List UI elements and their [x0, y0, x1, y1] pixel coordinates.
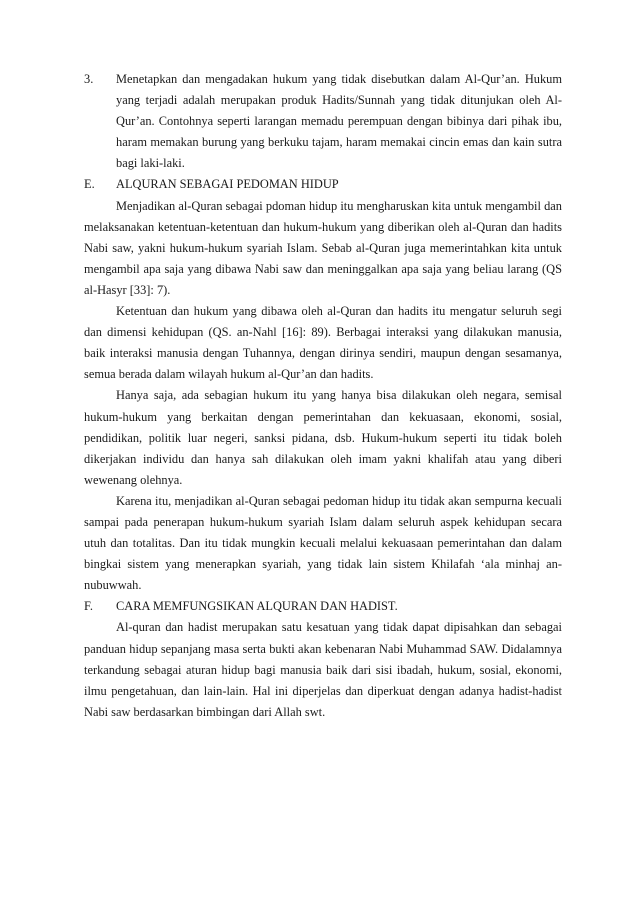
- list-item-3: [84, 69, 562, 174]
- section-f-letter: F.: [84, 599, 93, 614]
- section-e-paragraph-4: Karena itu, menjadikan al-Quran sebagai pedoman hidup itu tidak akan sempurna kecuali sampai pada penerapan hukum-hukum syariah Islam dalam seluruh aspek kehidupan secara utuh dan totalitas. Dan itu tidak mungkin kecuali melalui kekuasaan pemerintahan dan dalam bingkai sistem yang menerapkan syariah, yang tidak lain sistem Khilafah ‘ala minhaj an-nubuwwah.: [84, 493, 562, 593]
- section-e-letter: E.: [84, 177, 95, 192]
- list-item-number: 3.: [84, 72, 94, 86]
- section-e-paragraph-1: Menjadikan al-Quran sebagai pdoman hidup itu mengharuskan kita untuk mengambil dan melaksanakan ketentuan-ketentuan dan hukum-hukum yang diberikan oleh al-Quran dan hadits Nabi saw, yakni hukum-hukum syariah Islam. Sebab al-Quran juga memerintahkan kita untuk mengambil apa saja yang dibawa Nabi saw dan meninggalkan apa saja yang beliau larang (QS al-Hasyr [33]: 7).: [84, 198, 562, 297]
- section-e-title: ALQURAN SEBAGAI PEDOMAN HIDUP: [116, 177, 339, 192]
- section-e-paragraph-2: Ketentuan dan hukum yang dibawa oleh al-Quran dan hadits itu mengatur seluruh segi dan dimensi kehidupan (QS. an-Nahl [16]: 89). Berbagai interaksi yang dilakukan manusia, baik interaksi manusia dengan Tuhannya, dengan dirinya sendiri, maupun dengan sesamanya, semua berada dalam wilayah hukum al-Qur’an dan hadits.: [84, 304, 562, 382]
- page-content: [84, 69, 562, 723]
- list-item-text: Menetapkan dan mengadakan hukum yang tidak disebutkan dalam Al-Qur’an. Hukum yang terjadi adalah merupakan produk Hadits/Sunnah yang tidak ditunjukan oleh Al-Qur’an. Contohnya seperti larangan memadu perempuan dengan bibinya dari pihak ibu, haram memakan burung yang berkuku tajam, haram memakai cincin emas dan kain sutra bagi laki-laki.: [116, 72, 562, 171]
- section-e-paragraph-3: Hanya saja, ada sebagian hukum itu yang hanya bisa dilakukan oleh negara, semisal hukum-hukum yang berkaitan dengan pemerintahan dan kekuasaan, ekonomi, sosial, pendidikan, politik luar negeri, sanksi pidana, dsb. Hukum-hukum seperti itu tidak boleh dikerjakan individu dan hanya sah dilakukan oleh imam yakni khalifah atau yang diberi wewenang olehnya.: [84, 388, 562, 487]
- section-f-heading: [84, 596, 562, 617]
- section-f-paragraph-1: Al-quran dan hadist merupakan satu kesatuan yang tidak dapat dipisahkan dan sebagai panduan hidup sepanjang masa serta bukti akan kebenaran Nabi Muhammad SAW. Didalamnya terkandung sebagai aturan hidup bagi manusia baik dari sisi ibadah, hukum, sosial, ekonomi, ilmu pengetahuan, dan lain-lain. Hal ini diperjelas dan diperkuat dengan adanya hadist-hadist Nabi saw berdasarkan bimbingan dari Allah swt.: [84, 620, 562, 719]
- section-f-title: CARA MEMFUNGSIKAN ALQURAN DAN HADIST.: [116, 599, 398, 614]
- section-e-heading: [84, 174, 562, 195]
